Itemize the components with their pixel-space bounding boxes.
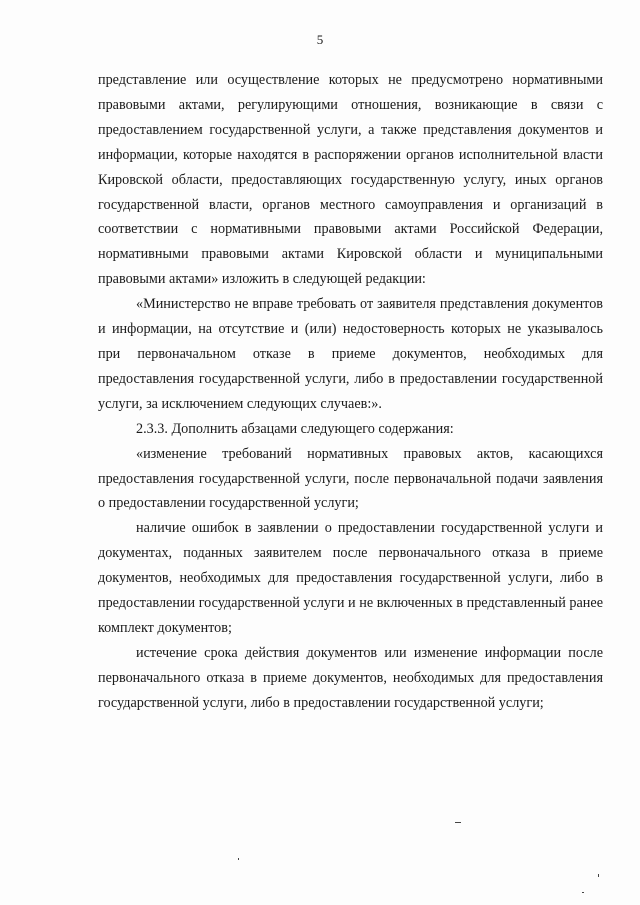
paragraph: представление или осуществление которых не предусмотрено нормативными правовыми актами, регулирующими отношения, возникающие в связи с предоставлением государственной услуги, а также представления документов и информации, которые находятся в распоряжении органов исполнительной власти Кировской области, предоставляющих государственную услугу, иных органов государственной власти, органов местного самоуправления и организаций в соответствии с нормативными правовыми актами Российской Федерации, нормативными правовыми актами Кировской области и муниципальными правовыми актами» изложить в следующей редакции:	[98, 72, 603, 288]
document-body	[98, 68, 603, 716]
scan-speck	[582, 892, 584, 893]
page-number: 5	[316, 32, 324, 47]
paragraph: «Министерство не вправе требовать от заявителя представления документов и информации, на отсутствие и (или) недостоверность которых не указывалось при первоначальном отказе в приеме документов, необходимых для предоставления государственной услуги, либо в предоставлении государственной услуги, за исключением следующих случаев:».	[98, 296, 603, 412]
paragraph: истечение срока действия документов или изменение информации после первоначального отказа в приеме документов, необходимых для предоставления государственной услуги, либо в предоставлении государственной услуги;	[98, 644, 603, 711]
scan-speck	[598, 874, 599, 877]
paragraph: наличие ошибок в заявлении о предоставлении государственной услуги и документах, поданных заявителем после первоначального отказа в приеме документов, необходимых для предоставления государственной услуги, либо в предоставлении государственной услуги и не включенных в представленный ранее комплект документов;	[98, 520, 603, 636]
scan-speck	[455, 822, 461, 823]
scan-speck	[238, 858, 239, 860]
paragraph: 2.3.3. Дополнить абзацами следующего содержания:	[136, 420, 454, 437]
paragraph: «изменение требований нормативных правовых актов, касающихся предоставления государственной услуги, после первоначальной подачи заявления о предоставлении государственной услуги;	[98, 445, 603, 512]
